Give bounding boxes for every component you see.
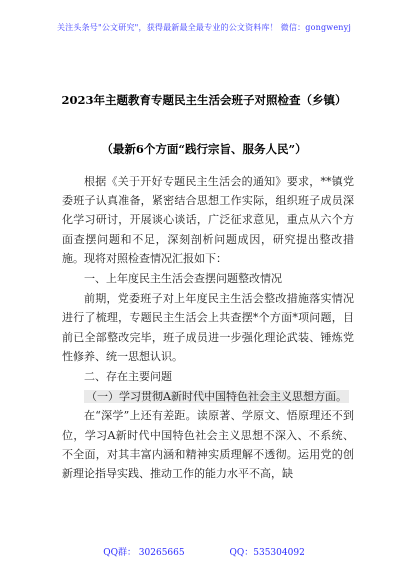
study-paragraph: 在“深学”上还有差距。读原著、学原文、悟原理还不到位，学习A新时代中国特色社会主义思想不深入、不系统、不全面，对其丰富内涵和精神实质理解不透彻。运用党的创新理论指导实践、推动工作的能力水平不高，缺 bbox=[62, 409, 354, 481]
subsection-heading-study-text: （一）学习贯彻A新时代中国特色社会主义思想方面。 bbox=[86, 390, 347, 404]
footer-qq-number: QQ：535304092 bbox=[229, 548, 305, 558]
footer-contact bbox=[0, 545, 408, 558]
document-body bbox=[62, 172, 354, 483]
section-heading-main-problems: 二、存在主要问题 bbox=[84, 370, 172, 384]
document-title: 2023年主题教育专题民主生活会班子对照检查（乡镇） bbox=[61, 93, 347, 107]
section-heading-previous-rectification: 一、上年度民主生活会查摆问题整改情况 bbox=[84, 272, 282, 286]
rectification-paragraph: 前期，党委班子对上年度民主生活会整改措施落实情况进行了梳理，专题民主生活会上共查摆*个方面*项问题，目前已全部整改完毕，班子成员进一步强化理论武装、锤炼党性修养、统一思想认识。 bbox=[62, 292, 354, 363]
document-subtitle: （最新6个方面“践行宗旨、服务人民”） bbox=[101, 142, 307, 156]
footer-qq-group: QQ群： 30265665 bbox=[103, 548, 185, 558]
intro-paragraph: 根据《关于开好专题民主生活会的通知》要求，**镇党委班子认真准备，紧密结合思想工作实际，组织班子成员深化学习研讨，开展谈心谈话，广泛征求意见，重点从六个方面查摆问题和不足，深刻剖析问题成因，研究提出整改措施。现将对照检查情况汇报如下： bbox=[62, 175, 354, 265]
subsection-heading-study bbox=[62, 387, 354, 406]
header-banner: 关注头条号"公文研究"，获得最新最全最专业的公文资料库！ 微信：gongwenyj bbox=[56, 23, 352, 32]
